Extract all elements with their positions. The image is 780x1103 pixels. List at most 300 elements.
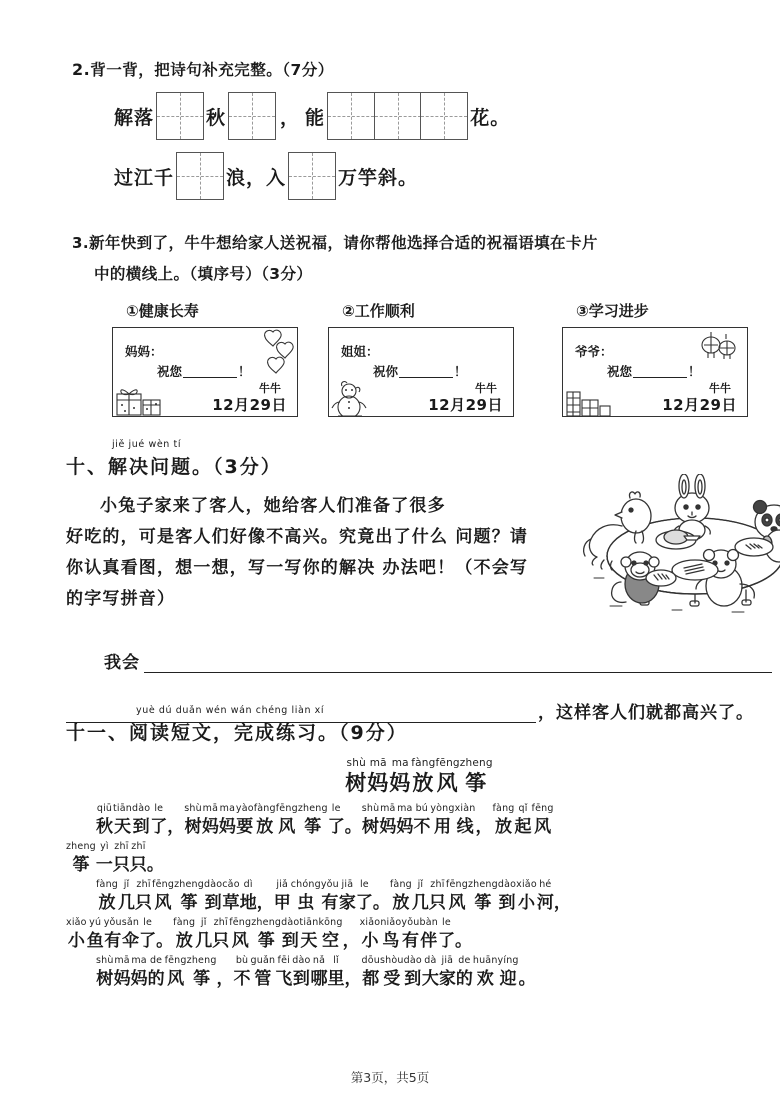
pinyin-text: fēng: [445, 879, 468, 890]
pinyin-text: zhī: [114, 841, 129, 852]
hanzi-character: ，: [342, 931, 360, 951]
pinyin-text: dào: [281, 917, 300, 928]
pinyin-text: le: [143, 917, 153, 928]
hanzi-character: 伴: [420, 931, 438, 951]
hanzi-character: 到: [281, 931, 299, 951]
pinyin-character-unit: [343, 917, 360, 953]
pinyin-text: huān: [472, 955, 498, 966]
hanzi-character: 管: [254, 969, 272, 989]
hanzi-character: 树: [362, 817, 380, 837]
question-3-number: 3.: [72, 234, 89, 252]
pinyin-character-unit: [132, 803, 150, 839]
pinyin-character-unit: [321, 879, 339, 915]
pinyin-character-unit: [148, 955, 165, 991]
card-3-wish[interactable]: [607, 362, 701, 380]
pinyin-text: [264, 879, 267, 891]
answer-box[interactable]: [228, 92, 276, 140]
hanzi-character: 飞: [275, 969, 293, 989]
section-10-body-line-1: 小兔子家来了客人，她给客人们准备了很多: [100, 496, 446, 516]
hanzi-character: 筝: [193, 969, 211, 989]
pinyin-character-unit: [390, 879, 412, 915]
pinyin-character-unit: [135, 879, 152, 915]
pinyin-text: bù: [235, 955, 249, 966]
poem1-mid: 秋: [206, 106, 227, 129]
answer-box[interactable]: [374, 92, 422, 140]
hanzi-character: 地: [239, 893, 257, 913]
pinyin-character-unit: [456, 955, 473, 991]
question-2: [72, 58, 772, 204]
pinyin-character-unit: [240, 879, 257, 915]
hanzi-character: 草: [222, 893, 240, 913]
pinyin-text: yú: [89, 917, 102, 928]
pinyin-character-unit: [554, 879, 571, 915]
poem1-prefix: 解落: [114, 106, 155, 129]
pinyin-text: [526, 955, 529, 967]
hanzi-character: 树: [345, 771, 368, 795]
hanzi-character: 到: [132, 817, 150, 837]
article-line: [66, 841, 772, 877]
hanzi-character: 筝: [474, 893, 492, 913]
pinyin-character-unit: [360, 917, 381, 953]
pinyin-text: jǐ: [200, 917, 207, 928]
hanzi-character: 筝: [304, 817, 322, 837]
pinyin-character-unit: [291, 879, 321, 915]
hanzi-character: 一: [95, 855, 113, 875]
hanzi-character: 了: [327, 817, 345, 837]
pinyin-character-unit: [96, 803, 113, 839]
card-1-wish[interactable]: [157, 362, 251, 380]
section-10-pinyin: jiě jué wèn tí: [112, 439, 182, 450]
hanzi-character: ，: [475, 817, 493, 837]
pinyin-text: mā: [369, 757, 387, 769]
hanzi-character: 的: [455, 969, 473, 989]
pinyin-text: shù: [184, 803, 202, 814]
pinyin-text: xiǎo: [359, 917, 381, 928]
pinyin-text: yào: [235, 803, 254, 814]
pinyin-text: ma: [219, 803, 236, 814]
poem2-suffix: 万竽斜。: [338, 166, 419, 189]
pinyin-character-unit: [113, 803, 132, 839]
pinyin-text: chóng: [290, 879, 321, 890]
pinyin-character-unit: [345, 803, 362, 839]
poem1-mid2: 能: [305, 106, 326, 129]
hanzi-character: 到: [404, 969, 422, 989]
pinyin-text: cǎo: [222, 879, 240, 890]
answer-box-group-4[interactable]: [176, 152, 224, 200]
pinyin-character-unit: [345, 955, 362, 991]
pinyin-character-unit: [515, 803, 532, 839]
pinyin-text: tiān: [113, 803, 133, 814]
card-3-wish-suffix: ！: [688, 364, 701, 379]
hanzi-character: 。: [454, 931, 472, 951]
pinyin-text: [349, 917, 352, 929]
hanzi-character: ，: [256, 893, 274, 913]
hanzi-character: 风: [167, 969, 185, 989]
answer-box[interactable]: [420, 92, 468, 140]
hanzi-character: 放: [98, 893, 116, 913]
section-10-body-line-2: 好吃的，可是客人们好像不高兴。究竟出了什么: [66, 527, 449, 547]
hanzi-character: 筝: [257, 931, 275, 951]
card-2-signature: 牛牛: [475, 382, 497, 395]
pinyin-character-unit: [460, 757, 493, 797]
pinyin-text: [174, 803, 177, 815]
hanzi-character: 只: [129, 855, 147, 875]
poem2-mid: 浪，入: [226, 166, 287, 189]
pinyin-text: tiān: [299, 917, 319, 928]
hanzi-character: 天: [114, 817, 131, 837]
pinyin-character-unit: [298, 803, 328, 839]
pinyin-text: sǎn: [121, 917, 140, 928]
question-2-poem-line-1: [112, 88, 772, 144]
card-column-3: [562, 300, 748, 417]
pinyin-character-unit: [476, 803, 493, 839]
pinyin-text: [352, 803, 355, 815]
hanzi-character: ，: [216, 969, 234, 989]
answer-box-group-1[interactable]: [156, 92, 204, 140]
pinyin-text: fàng: [253, 803, 276, 814]
hanzi-character: 放: [175, 931, 193, 951]
pinyin-character-unit: [362, 803, 380, 839]
hanzi-character: 妈: [389, 771, 412, 795]
card-option-2[interactable]: ②工作顺利: [342, 302, 415, 320]
section-11-ordinal: 十一、: [66, 722, 130, 744]
poem1-comma: ，: [280, 106, 300, 129]
pinyin-character-unit: [113, 841, 130, 877]
section-10-title: 解决问题。: [108, 456, 214, 478]
hanzi-character: 小: [67, 931, 85, 951]
pinyin-character-unit: [229, 917, 251, 953]
hanzi-character: 不: [413, 817, 431, 837]
pinyin-text: fēi: [277, 955, 290, 966]
answer-tail-text: ，这样客人们就都高兴了。: [538, 703, 754, 723]
section-10-body: [66, 491, 536, 615]
pinyin-character-unit: [532, 803, 554, 839]
hanzi-character: 只: [135, 893, 153, 913]
pinyin-text: dào: [292, 955, 311, 966]
section-11-title: 阅读短文，完成练习。: [129, 722, 340, 744]
pinyin-character-unit: [118, 879, 135, 915]
pinyin-character-unit: [139, 917, 156, 953]
answer-box[interactable]: [288, 152, 336, 200]
hanzi-character: 妈: [201, 817, 219, 837]
pinyin-character-unit: [404, 955, 422, 991]
hanzi-character: 。: [156, 931, 174, 951]
hanzi-character: 筝: [465, 771, 488, 795]
answer-box[interactable]: [327, 92, 375, 140]
hanzi-character: 放: [495, 817, 513, 837]
hanzi-character: 到: [204, 893, 222, 913]
card-3-blank[interactable]: [633, 377, 687, 378]
hanzi-character: 的: [147, 969, 165, 989]
pinyin-character-unit: [311, 955, 328, 991]
pinyin-character-unit: [401, 917, 419, 953]
hanzi-character: 小: [361, 931, 379, 951]
section-10-score: （3分）: [213, 456, 282, 478]
article-line: [66, 955, 772, 991]
greeting-card-2[interactable]: [328, 327, 514, 417]
hanzi-character: 鱼: [86, 931, 104, 951]
pinyin-text: qiū: [96, 803, 113, 814]
question-3-prompt-line-1: 新年快到了，牛牛想给家人送祝福，请你帮他选择合适的祝福语填在卡片: [88, 234, 598, 252]
pinyin-character-unit: [446, 879, 468, 915]
pinyin-text: [462, 917, 465, 929]
hanzi-character: 风: [436, 771, 459, 795]
hanzi-character: 用: [433, 817, 451, 837]
pinyin-character-unit: [87, 917, 104, 953]
question-3: [72, 228, 778, 414]
pinyin-text: dà: [424, 955, 437, 966]
pinyin-text: xiàn: [454, 803, 476, 814]
pinyin-character-unit: [96, 879, 118, 915]
pinyin-character-unit: [251, 955, 276, 991]
pinyin-character-unit: [455, 917, 472, 953]
answer-box-group-5[interactable]: [288, 152, 336, 200]
pinyin-character-unit: [519, 955, 536, 991]
pinyin-text: mā: [380, 803, 396, 814]
pinyin-character-unit: [537, 879, 554, 915]
pinyin-text: yǒu: [103, 917, 122, 928]
hanzi-character: 风: [278, 817, 296, 837]
hanzi-character: 风: [154, 893, 172, 913]
pinyin-character-unit: [339, 879, 356, 915]
pinyin-character-unit: [345, 757, 367, 797]
pinyin-text: bàn: [419, 917, 438, 928]
pinyin-character-unit: [167, 803, 184, 839]
card-1-date: 12月29日: [212, 396, 287, 414]
card-2-wish[interactable]: [373, 362, 467, 380]
hanzi-character: 有: [104, 931, 122, 951]
card-1-wish-suffix: ！: [238, 364, 251, 379]
pinyin-character-unit: [104, 917, 122, 953]
hanzi-character: 有: [401, 931, 419, 951]
hanzi-character: 受: [383, 969, 401, 989]
question-3-prompt-line-2: 中的横线上。（填序号）（3分）: [94, 265, 313, 283]
question-3-header: [72, 228, 778, 290]
pinyin-character-unit: [122, 917, 139, 953]
pinyin-text: shù: [346, 757, 366, 769]
hanzi-character: 有: [321, 893, 339, 913]
pinyin-text: zhī: [136, 879, 151, 890]
pinyin-character-unit: [66, 841, 96, 877]
hanzi-character: 了: [437, 931, 455, 951]
question-2-header: [72, 58, 772, 80]
hanzi-character: 妈: [379, 817, 397, 837]
hanzi-character: 起: [514, 817, 532, 837]
card-option-1[interactable]: ①健康长寿: [126, 302, 199, 320]
hanzi-character: 几: [118, 893, 136, 913]
pinyin-character-unit: [379, 803, 396, 839]
pinyin-text: yǒu: [320, 879, 339, 890]
pinyin-text: dì: [243, 879, 253, 890]
hanzi-character: 放: [412, 771, 435, 795]
greeting-card-3[interactable]: [562, 327, 748, 417]
pinyin-text: zheng: [66, 841, 96, 852]
hanzi-character: 妈: [396, 817, 414, 837]
pinyin-text: shù: [361, 803, 380, 814]
pinyin-character-unit: [411, 757, 435, 797]
card-1-signature: 牛牛: [259, 382, 281, 395]
pinyin-text: fēng: [164, 955, 187, 966]
hanzi-character: 了: [139, 931, 157, 951]
pinyin-character-unit: [299, 917, 318, 953]
pinyin-text: fàng: [492, 803, 515, 814]
pinyin-text: dào: [497, 879, 517, 890]
hanzi-character: 筝: [72, 855, 90, 875]
pinyin-character-unit: [276, 803, 298, 839]
pinyin-text: ma: [131, 955, 147, 966]
pinyin-character-unit: [412, 879, 429, 915]
card-2-blank[interactable]: [399, 377, 453, 378]
card-3-signature: 牛牛: [709, 382, 731, 395]
section-10-body-line-3: 问题？请你认真看图，想一想，写一写你的解决: [66, 527, 529, 578]
hanzi-character: 要: [236, 817, 254, 837]
pinyin-text: dào: [403, 955, 422, 966]
hanzi-character: 河: [536, 893, 554, 913]
pinyin-character-unit: [367, 757, 389, 797]
hanzi-character: 家: [338, 893, 356, 913]
hanzi-character: 放: [256, 817, 274, 837]
pinyin-character-unit: [318, 917, 342, 953]
hanzi-character: 。: [372, 893, 390, 913]
hanzi-character: 只: [112, 855, 130, 875]
pinyin-text: fēng: [435, 757, 460, 769]
card-1-blank[interactable]: [183, 377, 237, 378]
pinyin-text: shù: [96, 955, 114, 966]
answer-box[interactable]: [176, 152, 224, 200]
hanzi-character: 风: [448, 893, 466, 913]
pinyin-text: [482, 803, 485, 815]
pinyin-character-unit: [219, 803, 236, 839]
pinyin-character-unit: [130, 841, 147, 877]
article-title: [66, 757, 772, 797]
hanzi-character: ，: [344, 969, 362, 989]
pinyin-text: yì: [100, 841, 109, 852]
pinyin-text: shòu: [379, 955, 404, 966]
pinyin-character-unit: [236, 803, 254, 839]
pinyin-character-unit: [234, 955, 251, 991]
pinyin-text: dōu: [361, 955, 380, 966]
hanzi-character: 妈: [218, 817, 236, 837]
section-10-ordinal: 十、: [66, 456, 109, 478]
pinyin-character-unit: [152, 879, 174, 915]
pinyin-text: xiǎo: [66, 917, 87, 928]
pinyin-character-unit: [251, 917, 281, 953]
hanzi-character: 到: [292, 969, 310, 989]
pinyin-text: dào: [132, 803, 151, 814]
hanzi-character: 大: [421, 969, 439, 989]
pinyin-text: fēng: [275, 803, 298, 814]
pinyin-text: [154, 841, 157, 853]
pinyin-text: le: [154, 803, 164, 814]
hanzi-character: ，: [167, 817, 185, 837]
hanzi-character: 里: [327, 969, 345, 989]
pinyin-text: yíng: [497, 955, 519, 966]
card-option-3[interactable]: ③学习进步: [576, 302, 649, 320]
pinyin-text: guǎn: [250, 955, 276, 966]
pinyin-character-unit: [436, 757, 460, 797]
pinyin-character-unit: [516, 879, 537, 915]
pinyin-text: fàng: [389, 879, 412, 890]
pinyin-text: de: [458, 955, 471, 966]
card-3-wish-prefix: 祝您: [607, 364, 633, 379]
pinyin-character-unit: [373, 879, 390, 915]
hanzi-character: 虫: [297, 893, 315, 913]
card-2-wish-prefix: 祝你: [373, 364, 399, 379]
pinyin-text: zheng: [467, 879, 498, 890]
article-line: [66, 879, 772, 915]
hanzi-character: 。: [518, 969, 536, 989]
hanzi-character: 空: [322, 931, 340, 951]
pinyin-character-unit: [473, 955, 498, 991]
hanzi-character: 只: [428, 893, 446, 913]
answer-box[interactable]: [156, 92, 204, 140]
pinyin-text: kōng: [318, 917, 343, 928]
pinyin-character-unit: [254, 803, 276, 839]
card-column-2: [328, 300, 514, 417]
pinyin-text: zhī: [213, 917, 228, 928]
card-column-1: [112, 300, 298, 417]
pinyin-character-unit: [184, 803, 202, 839]
article-line: [66, 803, 772, 839]
pinyin-text: zheng: [186, 955, 217, 966]
page-number-label: 第3页，共5页: [350, 1070, 430, 1085]
hanzi-character: 家: [438, 969, 456, 989]
pinyin-character-unit: [413, 803, 430, 839]
pinyin-character-unit: [173, 917, 195, 953]
pinyin-text: ma: [391, 757, 409, 769]
hanzi-character: 树: [96, 969, 114, 989]
question-2-prompt: 背一背，把诗句补充完整。（7分）: [90, 61, 334, 79]
pinyin-text: jiǎ: [276, 879, 289, 890]
hanzi-character: 欢: [476, 969, 494, 989]
question-2-poem-line-2: [112, 148, 772, 204]
pinyin-character-unit: [195, 917, 212, 953]
pinyin-text: [163, 917, 166, 929]
hanzi-character: 妈: [113, 969, 131, 989]
pinyin-character-unit: [174, 879, 204, 915]
hanzi-character: ，: [553, 893, 571, 913]
card-2-date: 12月29日: [428, 396, 503, 414]
answer-box-group-2[interactable]: [228, 92, 276, 140]
pinyin-text: jiā: [341, 879, 354, 890]
pinyin-character-unit: [362, 955, 380, 991]
pinyin-character-unit: [96, 841, 113, 877]
answer-box-group-3[interactable]: [327, 92, 468, 140]
pinyin-text: le: [331, 803, 341, 814]
hanzi-character: 不: [233, 969, 251, 989]
pinyin-character-unit: [212, 917, 229, 953]
answer-line-1[interactable]: [144, 652, 772, 673]
hanzi-character: 了: [355, 893, 373, 913]
pinyin-character-unit: [292, 955, 310, 991]
card-2-recipient: 姐姐：: [341, 344, 379, 359]
hanzi-character: 妈: [130, 969, 148, 989]
greeting-card-1[interactable]: [112, 327, 298, 417]
pinyin-character-unit: [380, 917, 401, 953]
hanzi-character: 伞: [121, 931, 139, 951]
hanzi-character: 。: [344, 817, 362, 837]
pinyin-text: lǐ: [333, 955, 339, 966]
pinyin-character-unit: [150, 803, 167, 839]
hanzi-character: 迎: [499, 969, 517, 989]
article-line: [66, 917, 772, 953]
pinyin-character-unit: [468, 879, 498, 915]
pinyin-text: fàng: [173, 917, 196, 928]
poem2-prefix: 过江千: [114, 166, 175, 189]
pinyin-character-unit: [429, 879, 446, 915]
pinyin-character-unit: [493, 803, 515, 839]
pinyin-text: [351, 955, 354, 967]
